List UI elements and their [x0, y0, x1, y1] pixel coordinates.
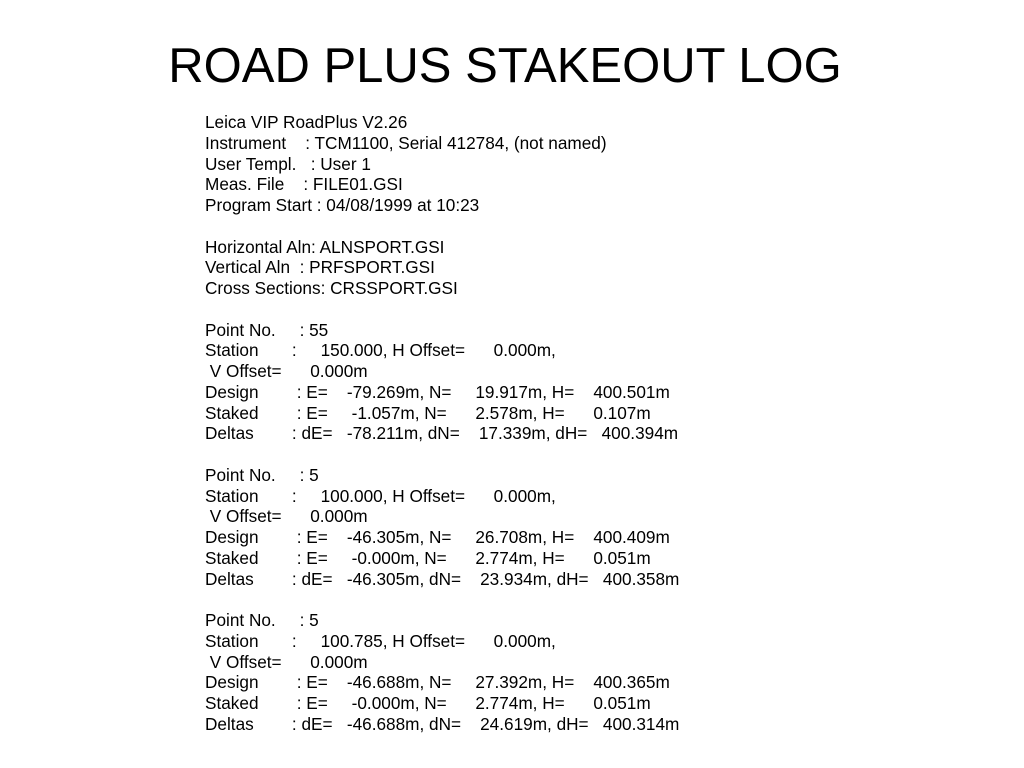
staked-line: Staked : E= -1.057m, N= 2.578m, H= 0.107m — [205, 402, 651, 423]
spacer — [205, 444, 905, 465]
v-offset-line: V Offset= 0.000m — [205, 506, 368, 527]
cross-sections-line: Cross Sections: CRSSPORT.GSI — [205, 278, 458, 298]
v-offset-line: V Offset= 0.000m — [205, 651, 368, 672]
alignment-section — [205, 237, 905, 299]
measurement-file-line: Meas. File : FILE01.GSI — [205, 174, 403, 195]
user-template-line: User Templ. : User 1 — [205, 153, 371, 174]
station-line: Station : 150.000, H Offset= 0.000m, — [205, 340, 556, 361]
design-line: Design : E= -46.688m, N= 27.392m, H= 400.365m — [205, 672, 670, 693]
vertical-alignment-line: Vertical Aln : PRFSPORT.GSI — [205, 257, 435, 278]
point-number-line: Point No. : 5 — [205, 464, 319, 485]
design-line: Design : E= -79.269m, N= 19.917m, H= 400.501m — [205, 381, 670, 402]
program-start-line: Program Start : 04/08/1999 at 10:23 — [205, 195, 480, 215]
staked-line: Staked : E= -0.000m, N= 2.774m, H= 0.051m — [205, 547, 651, 568]
spacer — [205, 589, 905, 610]
point-record — [205, 320, 905, 445]
station-line: Station : 100.000, H Offset= 0.000m, — [205, 485, 556, 506]
design-line: Design : E= -46.305m, N= 26.708m, H= 400.409m — [205, 527, 670, 547]
horizontal-alignment-line: Horizontal Aln: ALNSPORT.GSI — [205, 236, 445, 257]
program-version-line: Leica VIP RoadPlus V2.26 — [205, 112, 408, 132]
staked-line: Staked : E= -0.000m, N= 2.774m, H= 0.051m — [205, 693, 651, 713]
instrument-line: Instrument : TCM1100, Serial 412784, (not named) — [205, 132, 607, 153]
spacer — [205, 299, 905, 320]
point-record — [205, 610, 905, 735]
v-offset-line: V Offset= 0.000m — [205, 361, 368, 381]
point-number-line: Point No. : 5 — [205, 610, 319, 630]
station-line: Station : 100.785, H Offset= 0.000m, — [205, 630, 556, 651]
deltas-line: Deltas : dE= -78.211m, dN= 17.339m, dH= 400.394m — [205, 423, 679, 444]
log-header — [205, 112, 905, 216]
point-number-line: Point No. : 55 — [205, 319, 329, 340]
point-record — [205, 465, 905, 590]
slide-title: ROAD PLUS STAKEOUT LOG — [168, 39, 842, 93]
deltas-line: Deltas : dE= -46.305m, dN= 23.934m, dH= 400.358m — [205, 568, 680, 589]
stakeout-log — [205, 112, 905, 735]
spacer — [205, 216, 905, 237]
deltas-line: Deltas : dE= -46.688m, dN= 24.619m, dH= 400.314m — [205, 713, 680, 734]
